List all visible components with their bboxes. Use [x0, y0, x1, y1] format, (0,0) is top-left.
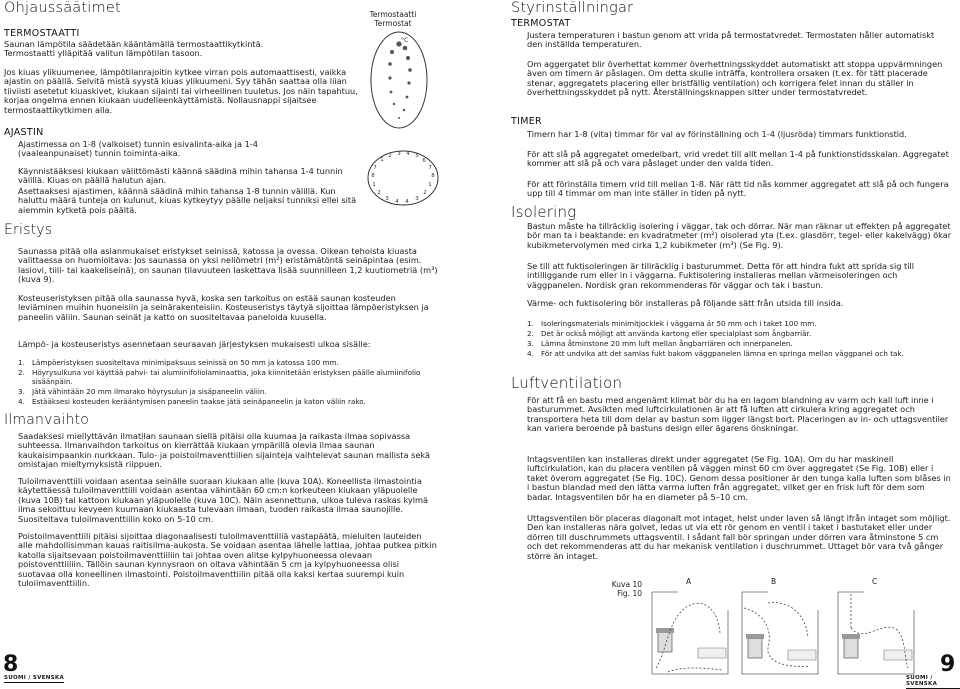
list-item-text: Lämpöeristyksen suositeltava minimipaksuus seinissä on 50 mm ja katossa 100 mm.	[32, 358, 339, 367]
figure-label-fi: Kuva 10	[611, 580, 642, 589]
thermostat-scale	[388, 41, 412, 119]
svg-text:1: 1	[380, 157, 384, 163]
svg-text:4: 4	[395, 199, 399, 205]
isolering-text-2: Se till att fuktisoleringen är tillräcklig i basturummet. Detta för att hindra fukt att sprida sig till intilliggande rum eller in i väggarna. Fuktisolering installeras mellan värmeisoleringen och väggpanelen. Nordisk gran rekommenderas för väggar och tak i bastun.	[527, 261, 915, 290]
svg-text:5: 5	[415, 153, 419, 159]
list-item	[18, 368, 438, 386]
figure-c-label: C	[872, 577, 878, 586]
isolering-text-3: Värme- och fuktisolering bör installeras på följande sätt från utsida till insida.	[527, 298, 844, 308]
svg-text:8: 8	[431, 173, 435, 179]
termostat-text: Justera temperaturen i bastun genom att vrida på termostatvredet. Termostaten håller automatiskt den inställda temperaturen.	[527, 30, 935, 50]
ajastin-heading: AJASTIN	[4, 127, 44, 138]
language-label-left: SUOMI / SVENSKA	[4, 675, 65, 681]
list-item-number: 1.	[527, 319, 534, 328]
ventilation-diagram-b	[738, 588, 823, 680]
thermostat-dial	[368, 30, 430, 130]
list-item-number: 4.	[527, 349, 534, 358]
ilmanvaihto-title: Ilmanvaihto	[4, 412, 89, 428]
svg-text:3: 3	[415, 196, 419, 202]
list-item-number: 4.	[18, 397, 25, 406]
eristys-text-3: Lämpö- ja kosteuseristys asennetaan seuraavan järjestyksen mukaisesti ulkoa sisälle:	[18, 339, 371, 349]
svg-text:1: 1	[428, 182, 432, 188]
list-item-number: 3.	[527, 339, 534, 348]
list-item-text: Lämna åtminstone 20 mm luft mellan ångbarriären och innerpanelen.	[541, 339, 793, 348]
list-item	[527, 339, 917, 348]
list-item	[18, 358, 438, 367]
thermostat-label-fi: Termostaatti	[369, 10, 417, 19]
figure-b-label: B	[771, 577, 777, 586]
eristys-text-2: Kosteuseristyksen pitää olla saunassa hyvä, koska sen tarkoitus on estää saunan kosteuden leviäminen muihin huoneisiin ja seinärakenteisiin. Kosteuseristys täytyä sijoittaa lämpöeristyksen ja paneelin väliin. Saunan seinät ja katto on suositeltavaa paneloida kuusella.	[18, 293, 429, 322]
ilmanvaihto-text-1: Saadaksesi miellyttävän ilmatilan saunaan siellä pitäisi olla kuumaa ja raikasta ilmaa sopivassa suhteessa. Ilmanvaihdon tarkoitus on kierrättää kiukaan ympärillä olevia ilmaa saunan kaukaisimpaankin nurkkaan. Tulo- ja poistoilmaventtiilien sijainteja vaihtelevat saunan mallista sekä omistajan mieltymyksistä riippuen.	[18, 431, 431, 470]
timer-heading: TIMER	[511, 116, 542, 127]
list-item-text: För att undvika att det samlas fukt bakom väggpanelen lämna en springa mellan väggpanel och tak.	[541, 349, 904, 358]
figure-10-label	[600, 580, 642, 598]
isolering-list	[527, 319, 917, 359]
right-page-title: Styrinställningar	[511, 0, 634, 16]
figure-label-sv: Fig. 10	[617, 589, 642, 598]
thermostat-label	[364, 10, 422, 28]
list-item-text: Isoleringsmaterials minimitjocklek i väggarna är 50 mm och i taket 100 mm.	[541, 319, 817, 328]
list-item-number: 2.	[527, 329, 534, 338]
timer-text-3: För att förinställa timern vrid till mellan 1-8. När rätt tid nås kommer aggregatet att slå på och fungera upp till 4 timmar om man inte ställer in tiden på nytt.	[527, 179, 949, 199]
svg-text:3: 3	[385, 196, 389, 202]
ylikuumeneminen-text: Jos kiuas ylikuumenee, lämpötilanrajoitin kytkee virran pois automaattisesti, vaikka ajastin on päällä. Selvitä mistä syystä kiuas ylikuumeni. Syy tähän saattaa olla liian tiiviisti asetetut kiuaskivet, kiukaan sijainti tai virheellinen tuuletus. Jos näin tapahtuu, korjaa ongelma ennen kiukaan uudelleenkäyttämistä. Nollausnappi sijaitsee termostaattikytkimen alla.	[4, 67, 358, 115]
list-item-text: Jätä vähintään 20 mm ilmarako höyrysulun ja sisäpaneelin väliin.	[32, 387, 267, 396]
svg-text:6: 6	[422, 158, 426, 164]
ajastin-text-2: Käynnistääksesi kiukaan välittömästi käännä säädinä mihin tahansa 1-4 tunnin välillä. Kiuas on päällä halutun ajan.	[18, 166, 343, 186]
overhettning-text: Om aggergatet blir överhettat kommer överhettningsskyddet automatiskt att stoppa uppvärmningen även om timern är påslagen. Om detta skulle inträffa, kontrollera orsaken (t.ex. för tätt placerade stenar, aggregatets placering eller bristfällig ventilation) och korrigera felet innan du ställer in överhettningsskyddet på nytt. Återställningsknappen sitter under termostatvredet.	[527, 59, 943, 98]
svg-text:3: 3	[397, 151, 401, 157]
ventilation-diagram-a	[648, 588, 733, 680]
termostaatti-heading: TERMOSTAATTI	[4, 28, 80, 39]
svg-text:4: 4	[406, 151, 410, 157]
svg-text:1: 1	[372, 182, 376, 188]
svg-text:7: 7	[428, 165, 432, 171]
list-item-number: 1.	[18, 358, 25, 367]
ilmanvaihto-text-2: Tuloilmaventtiili voidaan asentaa seinälle suoraan kiukaan alle (kuva 10A). Koneellista ilmastointia käytettäessä tuloilmaventtiili voidaan asentaa vähintään 60 cm:n korkeuteen kiukaan yläpuolelle (kuva 10B) tai kattoon kiukaan yläpuolelle (kuva 10C). Näin asennettuna, ulkoa tuleva raskas kylmä ilma sekoittuu kevyeen kuumaan kiukaasta tulevaan ilmaan, tuoden raikasta ilmaa saunojille. Suositeltava tuloilmaventtiilin koko on 5-10 cm.	[18, 476, 429, 524]
list-item	[527, 329, 917, 338]
luftventilation-text-3: Uttagsventilen bör placeras diagonalt mot intaget, helst under laven så längt ifrån intaget som möjligt. Den kan installeras nära golvet, ledas ut via ett rör genom en ventil i taket i bastutaket eller under dörren till duschrummets uttagsventil. I sådant fall bör springan under dörren vara åtminstone 5 cm och det rekommenderas att du har mekanisk ventilation i duschrummet. Uttaget bör vara två gånger större än intaget.	[527, 513, 951, 561]
language-label-right: SUOMI / SVENSKA	[906, 675, 960, 689]
page-number-right: 9	[940, 652, 956, 677]
timer-dial	[366, 148, 440, 208]
eristys-list	[18, 358, 438, 407]
thermostat-label-sv: Termostat	[374, 19, 412, 28]
svg-text:8: 8	[371, 173, 375, 179]
eristys-title: Eristys	[4, 222, 53, 238]
svg-text:°C: °C	[401, 37, 409, 44]
isolering-text-1: Bastun måste ha tillräcklig isolering i väggar, tak och dörrar. När man räknar ut effekten på aggregatet bör man ta i beaktande: en kvadratmeter (m²) oisolerad yta (t.ex. glasdörr, tegel- eller kakelvägg) ökar kubikmetervolymen med cirka 1,2 kubikmeter (m³) (Se Fig. 9).	[527, 221, 952, 250]
left-page-title: Ohjaussäätimet	[4, 0, 121, 16]
luftventilation-title: Luftventilation	[511, 374, 623, 392]
list-item-text: Höyrysulkuna voi käyttää pahvi- tai alumiinifoliolaminaattia, joka kiinnitetään eristyksen päälle alumiinifolio sisäänpäin.	[32, 368, 421, 386]
svg-text:2: 2	[423, 190, 427, 196]
list-item	[18, 397, 438, 406]
ajastin-text-1: Ajastimessa on 1-8 (valkoiset) tunnin esivalinta-aika ja 1-4 (vaaleanpunaiset) tunnin toiminta-aika.	[18, 139, 258, 159]
ajastin-text-3: Asettaaksesi ajastimen, käännä säädinä mihin tahansa 1-8 tunnin välillä. Kun haluttu määrä tunteja on kulunut, kiuas kytkeytyy päälle neljaksi tunniksi ellei sitä aiemmin kytketä pois päältä.	[18, 186, 357, 215]
isolering-title: Isolering	[511, 203, 577, 221]
luftventilation-text-1: För att få en bastu med angenämt klimat bör du ha en lagom blandning av varm och kall luft inne i basturummet. Avsikten med luftcirkulationen är att få luften att cirkulera kring aggregatet och transportera heta till dom delar av bastun som ligger längst bort. Placeringen av in- och uttagsventiler kan variera beroende på bastuns design eller ägarens önskningar.	[527, 395, 949, 434]
page-number-left: 8	[3, 652, 19, 677]
termostat-heading: TERMOSTAT	[511, 18, 571, 29]
luftventilation-text-2: Intagsventilen kan installeras direkt under aggregatet (Se Fig. 10A). Om du har maskinell luftcirkulation, kan du placera ventilen på väggen minst 60 cm över aggregatet (Se Fig. 10B) eller i taket överom aggregatet (Se Fig. 10C). Genom dessa positioner är den tunga kalla luften som blåses in i bastun blandad med den lätta varma luften från aggregatet, vilket ger en frisk luft för dem som badar. Intagsventilen bör ha en diameter på 5–10 cm.	[527, 454, 951, 502]
ventilation-diagram-c	[834, 588, 919, 680]
figure-a-label: A	[686, 577, 692, 586]
svg-text:2: 2	[377, 190, 381, 196]
eristys-text-1: Saunassa pitää olla asianmukaiset eristykset seinissä, katossa ja ovessa. Oikean tehoista kiuasta valittaessa on huomioitava: Jos saunassa on yksi neliömetri (m²) eristämätöntä seinäpintaa (esim. lasiovi, tiili- tai kaakeliseinä), on saunan tilavuuteen laskettava lisää suunnilleen 1,2 kuutiometriä (m³) (kuva 9).	[18, 246, 438, 285]
list-item-text: Det är också möjligt att använda kartong eller specialplast som ångbarriär.	[541, 329, 812, 338]
timer-text-2: För att slå på aggregatet omedelbart, vrid vredet till allt mellan 1-4 på funktionstidsskalan. Aggregatet kommer att slå på och vara påslaget under den valda tiden.	[527, 149, 949, 169]
list-item	[527, 319, 917, 328]
svg-text:2: 2	[388, 153, 392, 159]
list-item-number: 3.	[18, 387, 25, 396]
svg-text:7: 7	[373, 165, 377, 171]
list-item	[527, 349, 917, 358]
termostaatti-text: Saunan lämpötila säädetään kääntämällä termostaattikytkintä. Termostaatti ylläpitää valitun lämpötilan tasoon.	[4, 39, 264, 59]
list-item-text: Estääksesi kosteuden kerääntymisen paneelin taakse jätä seinäpaneelin ja katon väliin rako.	[32, 397, 366, 406]
timer-text-1: Timern har 1-8 (vita) timmar för val av förinställning och 1-4 (ljusröda) timmars funktionstid.	[527, 129, 907, 139]
list-item	[18, 387, 438, 396]
list-item-number: 2.	[18, 368, 25, 377]
ilmanvaihto-text-3: Poistoilmaventtiili pitäisi sijoittaa diagonaalisesti tuloilmaventtiiliä vastapäätä, mieluiten lauteiden alle mahdollisimman kauas raitisilma-aukosta. Se voidaan asentaa lähelle lattiaa, johtaa putkea pitkin katolla sijaitsevaan poistoilmaventtiiliin tai johtaa oven alitse kylpyhuoneessa olevaan poistoventtiiliin. Tällöin saunan kynnysraon on oltava vähintään 5 cm ja kylpyhuoneessa olisi suotavaa olla koneellinen ilmastointi. Poistoilmaventtiilin pitää olla kaksi kertaa suurempi kuin tuloilmaventtiilin.	[18, 531, 437, 589]
svg-text:4: 4	[405, 199, 409, 205]
